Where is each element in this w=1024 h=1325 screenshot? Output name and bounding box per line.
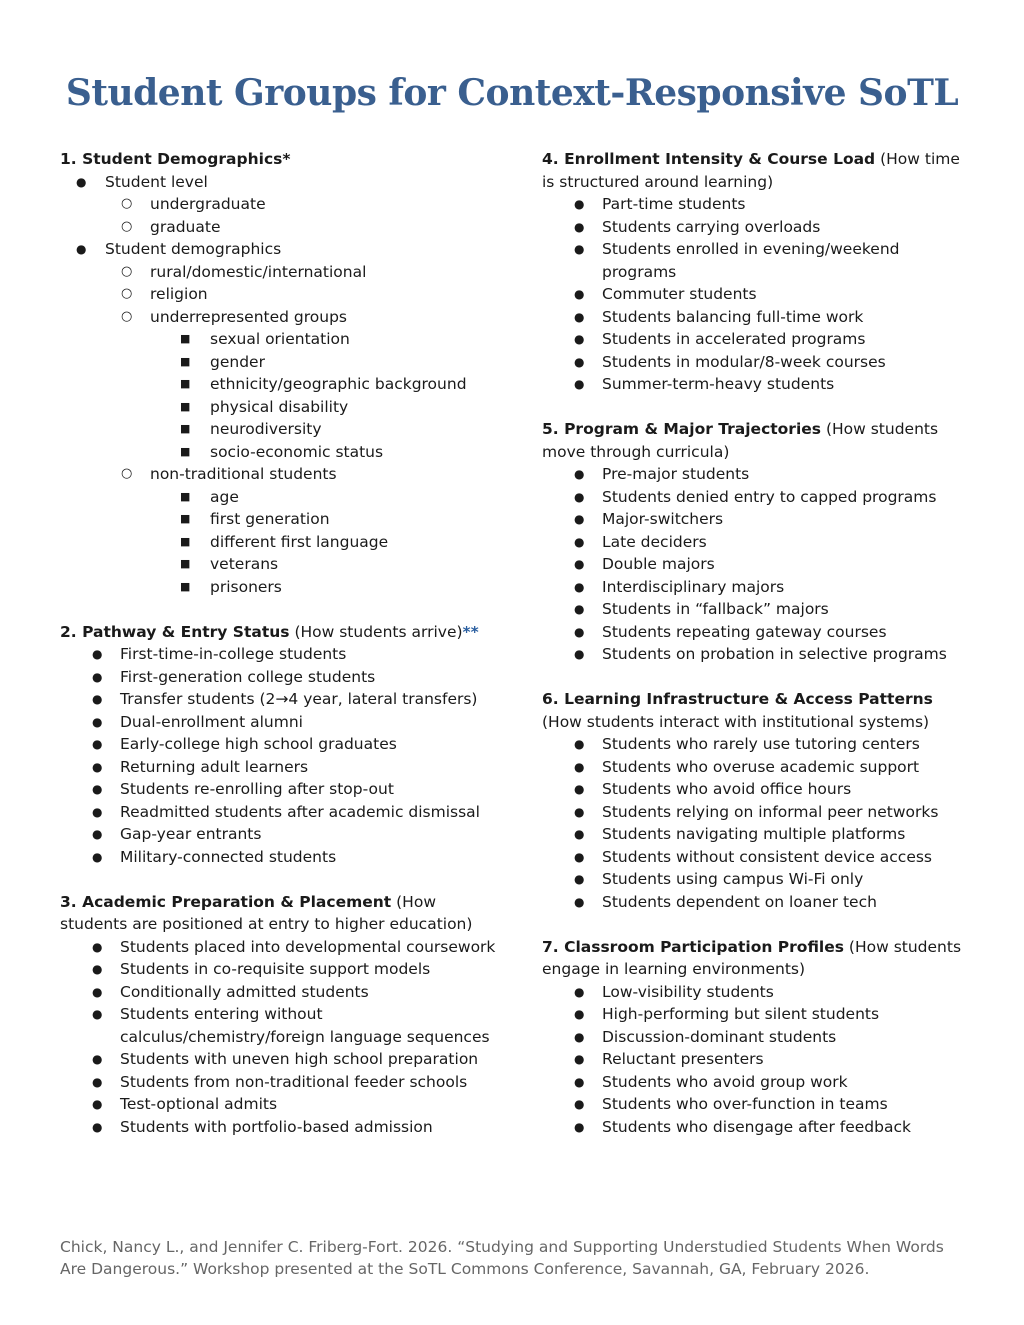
section-heading: 7. Classroom Participation Profiles (How students engage in learning environments) (542, 937, 962, 978)
list-item: ■ first generation (150, 508, 505, 531)
section-student-demographics (60, 148, 505, 598)
list-item: ● Students placed into developmental coursework (60, 936, 505, 959)
list-item: ● Part-time students (542, 193, 972, 216)
list-item: ● Gap-year entrants (60, 823, 505, 846)
list-item: ● Discussion-dominant students (542, 1026, 972, 1049)
list-item: ● Summer-term-heavy students (542, 373, 972, 396)
list-item: ● First-time-in-college students (60, 643, 505, 666)
section-heading: 1. Student Demographics* (60, 150, 291, 168)
list-item: ■ gender (150, 351, 505, 374)
list-item: ○ rural/domestic/international (105, 261, 505, 284)
section-classroom-participation (542, 936, 972, 1139)
section-heading: 6. Learning Infrastructure & Access Patterns (How students interact with institutional systems) (542, 690, 933, 731)
list-item: ● Students in co-requisite support models (60, 958, 505, 981)
list-item: ■ neurodiversity (150, 418, 505, 441)
list-item: ● Major-switchers (542, 508, 972, 531)
list-item: ● Test-optional admits (60, 1093, 505, 1116)
list-item: ○ undergraduate (105, 193, 505, 216)
preparation-list (60, 936, 505, 1139)
list-item: ■ different first language (150, 531, 505, 554)
list-item: ● Students who rarely use tutoring centers (542, 733, 972, 756)
list-item: ● Conditionally admitted students (60, 981, 505, 1004)
list-item: ○ non-traditional students ■ age ■ first generation ■ different first language ■ veterans ■ prisoners (105, 463, 505, 598)
list-item: ● Students dependent on loaner tech (542, 891, 972, 914)
list-item: ● Reluctant presenters (542, 1048, 972, 1071)
list-item: ● Students relying on informal peer networks (542, 801, 972, 824)
program-list (542, 463, 972, 666)
infrastructure-list (542, 733, 972, 913)
section-enrollment-intensity (542, 148, 972, 396)
demographics-list (60, 171, 505, 599)
list-item: ● Double majors (542, 553, 972, 576)
list-item: ● Students who overuse academic support (542, 756, 972, 779)
list-item: ○ underrepresented groups ■ sexual orientation ■ gender ■ ethnicity/geographic background ■ physical disability ■ neurodiversity ■ socio-economic status (105, 306, 505, 464)
list-item: ● Transfer students (2→4 year, lateral transfers) (60, 688, 505, 711)
pathway-list (60, 643, 505, 868)
section-learning-infrastructure (542, 688, 972, 913)
list-item: ● Student demographics ○ rural/domestic/international ○ religion ○ underrepresented groups ■ sexual orientation ■ gender ■ ethnicity/geographic background ■ physical disability ■ neurodiversity ■ socio-economic status ○ non-traditional students ■ age ■ first generation ■ different first language ■ veterans ■ prisoners (60, 238, 505, 598)
list-item: ● Students with uneven high school preparation (60, 1048, 505, 1071)
section-pathway-entry (60, 621, 505, 869)
list-item: ● Students balancing full-time work (542, 306, 972, 329)
list-item: ● Students with portfolio-based admission (60, 1116, 505, 1139)
section-program-major (542, 418, 972, 666)
section-heading: 4. Enrollment Intensity & Course Load (How time is structured around learning) (542, 150, 960, 191)
list-item: ● Students who avoid group work (542, 1071, 972, 1094)
list-item: ● Students repeating gateway courses (542, 621, 972, 644)
list-item: ■ physical disability (150, 396, 505, 419)
list-item: ● Dual-enrollment alumni (60, 711, 505, 734)
list-item: ● Commuter students (542, 283, 972, 306)
citation-footer: Chick, Nancy L., and Jennifer C. Friberg-Fort. 2026. “Studying and Supporting Understudied Students When Words Are Dangerous.” Workshop presented at the SoTL Commons Conference, Savannah, GA, February 2026. (60, 1237, 944, 1278)
list-item: ● Students navigating multiple platforms (542, 823, 972, 846)
list-item: ● Students enrolled in evening/weekend programs (542, 238, 972, 283)
list-item: ● Students without consistent device access (542, 846, 972, 869)
list-item: ● Students on probation in selective programs (542, 643, 972, 666)
list-item: ○ graduate (105, 216, 505, 239)
list-item: ● Students using campus Wi-Fi only (542, 868, 972, 891)
list-item: ● Students in accelerated programs (542, 328, 972, 351)
list-item: ● Returning adult learners (60, 756, 505, 779)
list-item: ● Low-visibility students (542, 981, 972, 1004)
right-column (542, 148, 972, 1161)
left-column (60, 148, 505, 1161)
list-item: ● Students from non-traditional feeder schools (60, 1071, 505, 1094)
section-heading: 5. Program & Major Trajectories (How students move through curricula) (542, 420, 939, 461)
list-item: ● Students denied entry to capped programs (542, 486, 972, 509)
list-item: ● Students who avoid office hours (542, 778, 972, 801)
page-title: Student Groups for Context-Responsive SoTL (65, 72, 959, 114)
list-item: ● Students who disengage after feedback (542, 1116, 972, 1139)
section-heading: 3. Academic Preparation & Placement (How students are positioned at entry to higher education) (60, 892, 473, 933)
list-item: ● Military-connected students (60, 846, 505, 869)
list-item: ● Pre-major students (542, 463, 972, 486)
enrollment-list (542, 193, 972, 396)
list-item: ● Students in modular/8-week courses (542, 351, 972, 374)
list-item: ● Readmitted students after academic dismissal (60, 801, 505, 824)
list-item: ● Students re-enrolling after stop-out (60, 778, 505, 801)
section-academic-preparation (60, 891, 505, 1139)
list-item: ● First-generation college students (60, 666, 505, 689)
list-item: ● Interdisciplinary majors (542, 576, 972, 599)
list-item: ■ ethnicity/geographic background (150, 373, 505, 396)
list-item: ■ veterans (150, 553, 505, 576)
list-item: ■ socio-economic status (150, 441, 505, 464)
list-item: ● Students entering without calculus/chemistry/foreign language sequences (60, 1003, 505, 1048)
list-item: ● Student level ○ undergraduate ○ graduate (60, 171, 505, 239)
list-item: ■ prisoners (150, 576, 505, 599)
list-item: ■ sexual orientation (150, 328, 505, 351)
list-item: ■ age (150, 486, 505, 509)
list-item: ● Early-college high school graduates (60, 733, 505, 756)
list-item: ● Students in “fallback” majors (542, 598, 972, 621)
section-heading: 2. Pathway & Entry Status (How students arrive)** (60, 622, 479, 641)
list-item: ● Students carrying overloads (542, 216, 972, 239)
participation-list (542, 981, 972, 1139)
list-item: ● Students who over-function in teams (542, 1093, 972, 1116)
list-item: ○ religion (105, 283, 505, 306)
list-item: ● High-performing but silent students (542, 1003, 972, 1026)
list-item: ● Late deciders (542, 531, 972, 554)
